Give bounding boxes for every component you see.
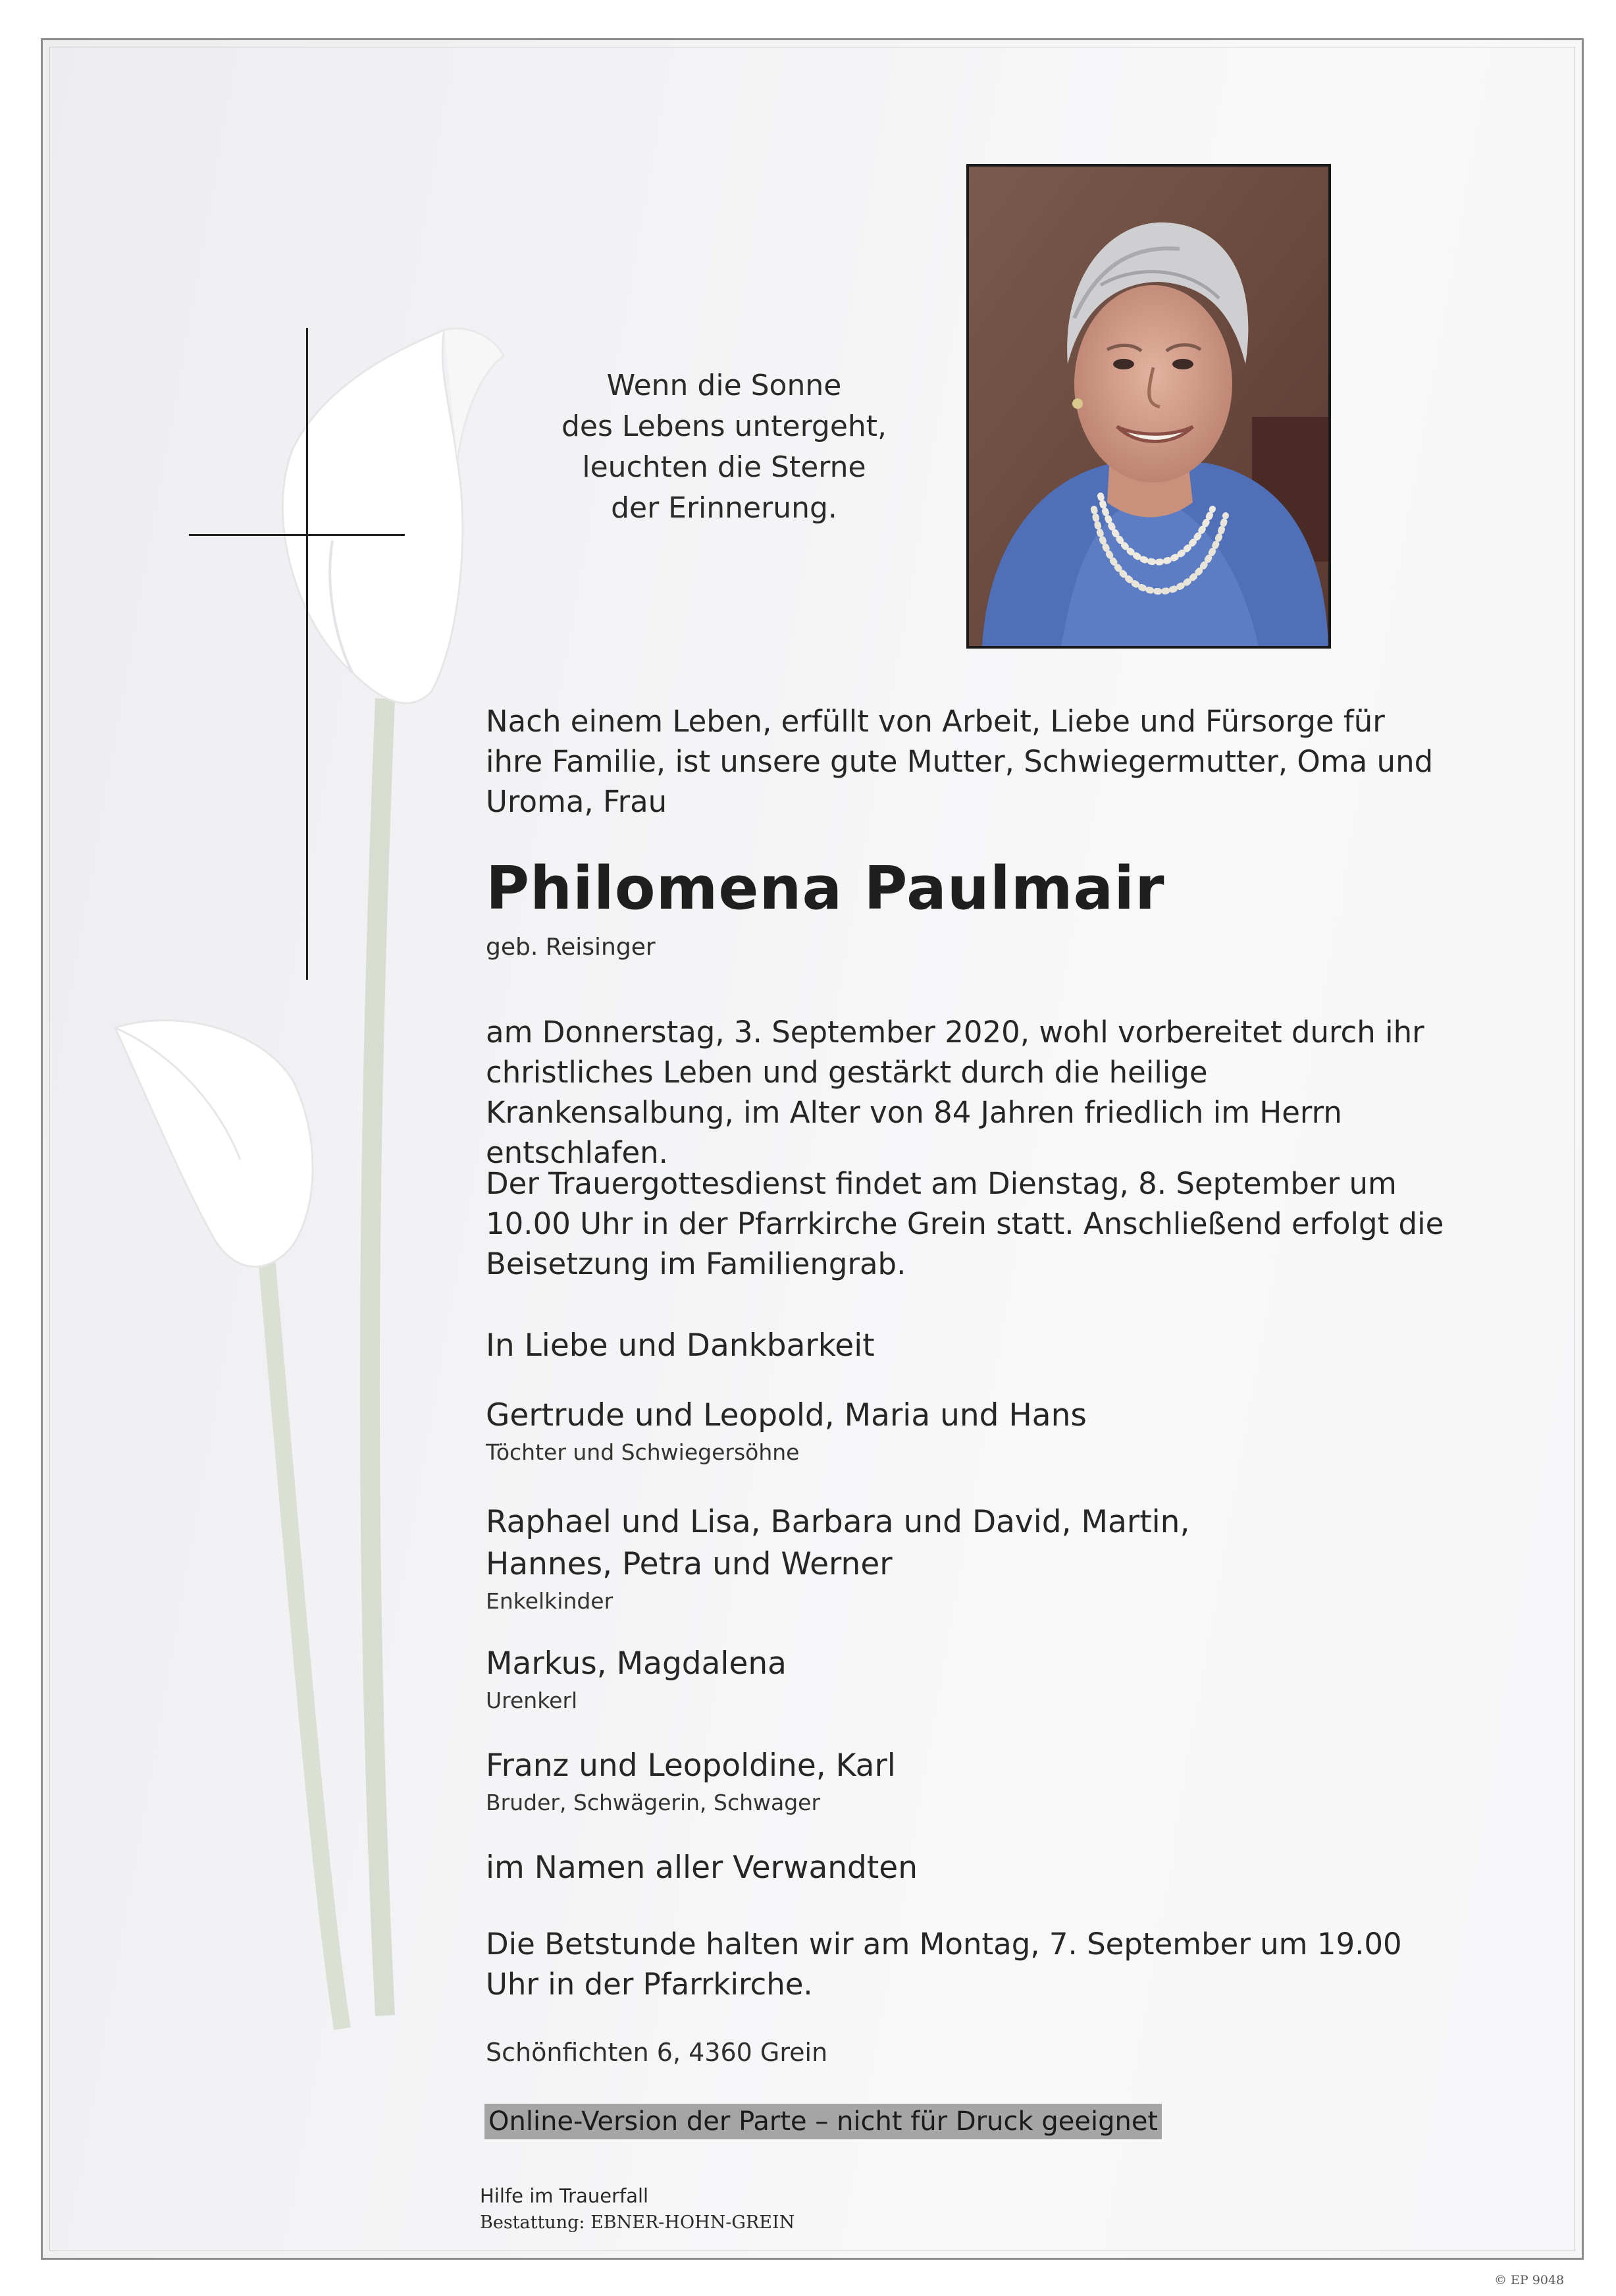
relatives-text: im Namen aller Verwandten xyxy=(486,1850,918,1886)
portrait-photo xyxy=(966,164,1331,649)
deceased-name: Philomena Paulmair xyxy=(486,854,1165,923)
closing-block xyxy=(486,1325,1447,1367)
family-group-daughters xyxy=(486,1395,1447,1465)
document-code: © EP 9048 xyxy=(1494,2273,1565,2287)
prayer-text: Die Betstunde halten wir am Montag, 7. September um 19.00 Uhr in der Pfarrkirche. xyxy=(486,1927,1402,2002)
maiden-name: geb. Reisinger xyxy=(486,934,656,961)
cross-vertical-bar xyxy=(306,328,308,980)
name-block xyxy=(486,856,1447,961)
funeral-text: Der Trauergottesdienst findet am Dienstag, 8. September um 10.00 Uhr in der Pfarrkirche Grein statt. Anschließend erfolgt die Beisetzung im Familiengrab. xyxy=(486,1166,1444,1281)
lily-stem-short xyxy=(267,1258,342,2029)
family-names: Gertrude und Leopold, Maria und Hans xyxy=(486,1397,1087,1433)
motto-line: leuchten die Sterne xyxy=(582,450,866,484)
closing-text: In Liebe und Dankbarkeit xyxy=(486,1327,875,1364)
motto-line: der Erinnerung. xyxy=(611,491,837,525)
family-group-siblings xyxy=(486,1745,1447,1815)
family-names: Hannes, Petra und Werner xyxy=(486,1546,893,1582)
family-relation: Enkelkinder xyxy=(486,1588,613,1614)
family-names: Franz und Leopoldine, Karl xyxy=(486,1748,896,1784)
family-group-grandchildren xyxy=(486,1501,1447,1614)
cross-horizontal-bar xyxy=(189,534,405,536)
family-names: Raphael und Lisa, Barbara und David, Martin, xyxy=(486,1504,1190,1540)
motto xyxy=(527,365,922,529)
motto-line: des Lebens untergeht, xyxy=(561,410,887,443)
family-relation: Urenkerl xyxy=(486,1688,578,1713)
death-text: am Donnerstag, 3. September 2020, wohl vorbereitet durch ihr christliches Leben und gestärkt durch die heilige Krankensalbung, im Alter von 84 Jahren friedlich im Herrn entschlafen. xyxy=(486,1015,1424,1170)
undertaker-text: Bestattung: EBNER-HOHN-GREIN xyxy=(480,2212,795,2233)
death-block xyxy=(486,1012,1447,1173)
intro-text: Nach einem Leben, erfüllt von Arbeit, Liebe und Fürsorge für ihre Familie, ist unsere gute Mutter, Schwiegermutter, Oma und Uroma, Frau xyxy=(486,704,1434,819)
online-version-note: Online-Version der Parte – nicht für Druck geeignet xyxy=(484,2104,1162,2139)
family-group-great-grandchildren xyxy=(486,1643,1447,1713)
family-names: Markus, Magdalena xyxy=(486,1645,787,1682)
motto-line: Wenn die Sonne xyxy=(606,369,842,402)
funeral-block xyxy=(486,1163,1447,1284)
helper-text: Hilfe im Trauerfall xyxy=(480,2185,649,2207)
family-relation: Bruder, Schwägerin, Schwager xyxy=(486,1790,821,1815)
lily-flower-upper xyxy=(282,330,462,703)
address-block xyxy=(486,2038,1447,2067)
relatives-block xyxy=(486,1847,1447,1889)
intro-block xyxy=(486,701,1447,822)
prayer-block xyxy=(486,1924,1447,2004)
family-relation: Töchter und Schwiegersöhne xyxy=(486,1439,800,1465)
lily-flower-lower xyxy=(115,1021,313,1267)
lily-stem-tall xyxy=(370,699,385,2016)
address-text: Schönfichten 6, 4360 Grein xyxy=(486,2038,828,2067)
portrait-image xyxy=(969,167,1328,646)
